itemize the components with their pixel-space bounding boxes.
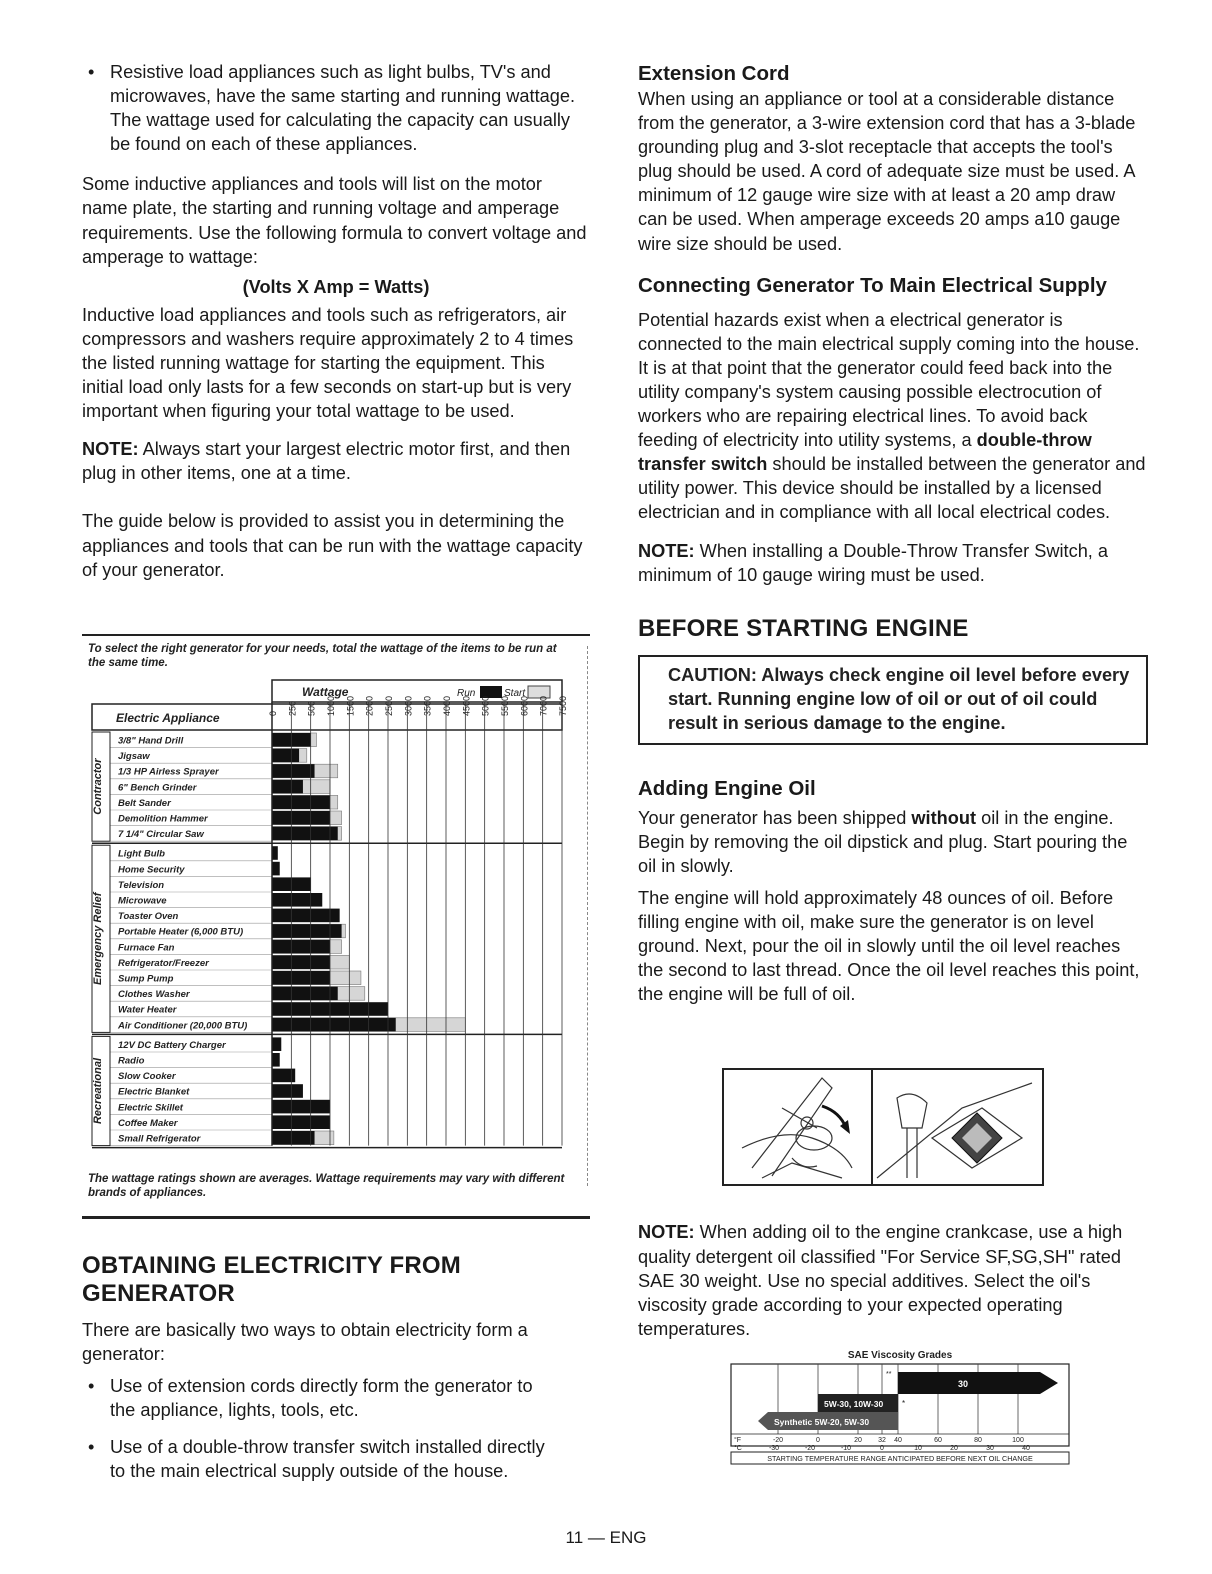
run-bar	[272, 846, 278, 860]
run-bar	[272, 1037, 281, 1051]
note-motor	[82, 437, 590, 485]
fahrenheit-tick: 60	[934, 1437, 942, 1444]
wattage-axis-label: Wattage	[302, 685, 349, 699]
adding-text-without: without	[911, 807, 977, 828]
appliance-label: Furnace Fan	[118, 942, 175, 954]
note-transfer	[638, 539, 1148, 587]
note-oil-text: When adding oil to the engine crankcase, use a high quality detergent oil classified "For Service SF,SG,SH" rated SAE 30 weight. Use no special additives. Select the oil's viscosity grade according to your expected operating temperatures.	[638, 1222, 1123, 1339]
list-item-extension: • Use of extension cords directly form the generator to the appliance, lights, tools, etc.	[82, 1374, 590, 1422]
note-oil	[638, 1220, 1148, 1340]
run-bar	[272, 909, 340, 923]
run-bar	[272, 795, 330, 809]
appliance-label: Radio	[118, 1055, 145, 1067]
viscosity-xlabel: STARTING TEMPERATURE RANGE ANTICIPATED BEFORE NEXT OIL CHANGE	[767, 1454, 1033, 1463]
group-label: Emergency Relief	[92, 892, 104, 985]
caution-label: CAUTION:	[668, 664, 757, 685]
appliance-label: Refrigerator/Freezer	[118, 957, 209, 969]
appliance-label: Television	[118, 879, 165, 891]
note-label: NOTE:	[82, 439, 139, 460]
appliance-label: 3/8" Hand Drill	[118, 735, 184, 747]
list-item-transfer: • Use of a double-throw transfer switch installed directly to the main electrical supply outside of the house.	[82, 1435, 590, 1483]
x-tick-label: 0	[268, 710, 278, 716]
run-bar	[272, 893, 322, 907]
fahrenheit-tick: 80	[974, 1437, 982, 1444]
note-motor-text: Always start your largest electric motor first, and then plug in other items, one at a time.	[82, 439, 571, 484]
appliance-label: Light Bulb	[118, 848, 165, 860]
obtaining-section	[82, 1252, 590, 1484]
before-heading: BEFORE STARTING ENGINE	[638, 614, 969, 642]
adding-body-1	[638, 806, 1148, 878]
run-bar	[272, 1018, 396, 1032]
celsius-tick: -10	[840, 1445, 852, 1452]
run-bar	[272, 971, 330, 985]
para-inductive-start: Inductive load appliances and tools such as refrigerators, air compressors and washers require approximately 2 to 4 times the listed running wattage for starting the equipment. This initial load only lasts for a few seconds on start-up but is very important when figuring your total wattage to be used.	[82, 304, 574, 422]
celsius-tick: -30	[768, 1445, 780, 1452]
note-transfer-text: When installing a Double-Throw Transfer Switch, a minimum of 10 gauge wiring must be used.	[638, 540, 1109, 585]
x-tick-label: 4000	[442, 695, 452, 716]
run-bar	[272, 1053, 280, 1067]
fahrenheit-tick: 100	[1012, 1437, 1024, 1444]
connecting-text-2: should be installed between the generator and utility power. This device should be installed by a licensed electrician and in compliance with all local electrical codes.	[638, 454, 1146, 523]
legend-run-label: Run	[457, 688, 476, 699]
run-bar	[272, 811, 330, 825]
run-bar	[272, 780, 303, 794]
x-tick-label: 6000	[519, 695, 530, 716]
band-30-arrow	[898, 1372, 1058, 1394]
caution-box	[638, 655, 1148, 745]
run-bar	[272, 862, 280, 876]
appliance-label: Sump Pump	[118, 973, 174, 985]
appliance-label: 6" Bench Grinder	[118, 782, 197, 794]
extension-body: When using an appliance or tool at a considerable distance from the generator, a 3-wire extension cord that has a 3-blade grounding plug and 3-slot receptacle that accepts the tool's plug should be used. A cord of adequate size must be used. A minimum of 12 gauge wire size with at least a 20 amp draw can be used. When amperage exceeds 20 amps a10 gauge wire size should be used.	[638, 89, 1136, 254]
legend-start-label: Start	[504, 688, 526, 699]
celsius-tick: 40	[1022, 1445, 1030, 1452]
x-tick-label: 4500	[461, 695, 472, 716]
obtaining-list	[82, 1374, 590, 1483]
x-tick-label: 500	[306, 700, 317, 716]
formula: (Volts X Amp = Watts)	[242, 276, 430, 297]
adding-text-c: oil in the engine. Begin by removing the oil dipstick and plug. Start pouring the oil in slowly.	[638, 807, 1128, 876]
x-tick-label: 1000	[326, 695, 336, 716]
wattage-chart-box	[82, 634, 590, 1219]
x-tick-label: 1500	[345, 695, 356, 716]
appliance-label: Slow Cooker	[118, 1071, 176, 1083]
x-tick-label: 3000	[403, 695, 414, 716]
marker-double: **	[886, 1371, 892, 1378]
appliance-label: Electric Blanket	[118, 1086, 190, 1098]
fahrenheit-tick: -20	[772, 1437, 784, 1444]
appliance-label: Clothes Washer	[118, 989, 190, 1001]
appliance-column-header: Electric Appliance	[116, 711, 220, 725]
adding-heading: Adding Engine Oil	[638, 776, 816, 800]
celsius-tick: 10	[914, 1445, 922, 1452]
connecting-body	[638, 308, 1148, 525]
band-synthetic-label: Synthetic 5W-20, 5W-30	[774, 1417, 870, 1427]
run-bar	[272, 827, 338, 841]
chart-footnote: The wattage ratings shown are averages. Wattage requirements may vary with different brands of appliances.	[88, 1173, 565, 1199]
run-bar	[272, 987, 338, 1001]
x-tick-label: 250	[287, 700, 298, 716]
x-tick-label: 3500	[422, 695, 433, 716]
list-item-resistive: • Resistive load appliances such as light bulbs, TV's and microwaves, have the same starting and running wattage. The wattage used for calculating the capacity can usually be found on each of these appliances.	[82, 60, 590, 156]
fahrenheit-tick: 20	[854, 1437, 862, 1444]
x-tick-label: 2000	[364, 695, 375, 716]
celsius-tick: -20	[804, 1445, 816, 1452]
run-bar	[272, 940, 330, 954]
group-label: Recreational	[92, 1057, 104, 1125]
appliance-label: Belt Sander	[118, 797, 171, 809]
resistive-list	[82, 60, 590, 156]
appliance-label: 1/3 HP Airless Sprayer	[118, 766, 219, 778]
appliance-label: Coffee Maker	[118, 1117, 178, 1129]
x-tick-label: 7500	[558, 695, 568, 716]
fahrenheit-tick: 32	[878, 1437, 886, 1444]
x-tick-label: 5000	[480, 695, 491, 716]
band-5w30-label: 5W-30, 10W-30	[824, 1399, 884, 1409]
run-bar	[272, 764, 315, 778]
run-bar	[272, 749, 299, 763]
group-label: Contractor	[92, 758, 104, 815]
x-tick-label: 5500	[500, 695, 510, 716]
run-bar	[272, 1100, 330, 1114]
connecting-heading: Connecting Generator To Main Electrical Supply	[638, 273, 1107, 297]
adding-body-2: The engine will hold approximately 48 ounces of oil. Before filling engine with oil, make sure the generator is on level ground. Next, pour the oil in slowly until the oil level reaches the second to last thread. Once the oil level reaches this point, the engine will be full of oil.	[638, 887, 1140, 1005]
para-guide: The guide below is provided to assist you in determining the appliances and tools that can be run with the wattage capacity of your generator.	[82, 511, 583, 580]
run-bar	[272, 1115, 330, 1129]
appliance-label: Water Heater	[118, 1004, 177, 1016]
connecting-bold: double-throw transfer switch	[638, 430, 1092, 475]
celsius-tick: 30	[986, 1445, 994, 1452]
obtaining-heading: OBTAINING ELECTRICITY FROM GENERATOR	[82, 1252, 461, 1307]
appliance-label: Small Refrigerator	[118, 1133, 201, 1145]
run-bar	[272, 955, 330, 969]
fahrenheit-tick: 40	[894, 1437, 902, 1444]
appliance-label: Toaster Oven	[118, 911, 179, 923]
viscosity-chart	[730, 1346, 1072, 1466]
extension-heading: Extension Cord	[638, 62, 790, 85]
run-bar	[272, 1084, 303, 1098]
appliance-label: Electric Skillet	[118, 1102, 183, 1114]
appliance-label: 12V DC Battery Charger	[118, 1039, 226, 1051]
viscosity-title: SAE Viscosity Grades	[847, 1350, 953, 1361]
x-tick-label: 7000	[538, 695, 549, 716]
appliance-label: Home Security	[118, 864, 185, 876]
page-number: 11 — ENG	[565, 1528, 647, 1547]
obtaining-intro: There are basically two ways to obtain electricity form a generator:	[82, 1320, 528, 1365]
note-label-transfer: NOTE:	[638, 540, 695, 561]
celsius-tick: 0	[880, 1445, 884, 1452]
marker-single: *	[902, 1399, 906, 1408]
run-bar	[272, 1131, 315, 1145]
appliance-label: Microwave	[118, 895, 167, 907]
appliance-label: Jigsaw	[118, 751, 150, 763]
left-column	[82, 60, 590, 582]
appliance-label: Demolition Hammer	[118, 813, 208, 825]
appliance-label: Air Conditioner (20,000 BTU)	[118, 1020, 248, 1032]
band-30-label: 30	[958, 1379, 969, 1389]
appliance-label: Portable Heater (6,000 BTU)	[118, 926, 244, 938]
fahrenheit-symbol: °F	[734, 1437, 742, 1444]
chart-side-rule	[587, 646, 588, 1186]
fahrenheit-tick: 0	[816, 1437, 820, 1444]
chart-title: To select the right generator for your needs, total the wattage of the items to be run at the same time.	[88, 643, 557, 669]
caution-text: Always check engine oil level before every start. Running engine low of oil or out of oil could result in serious damage to the engine.	[668, 664, 1130, 733]
adding-text-a: Your generator has been shipped	[638, 807, 912, 828]
appliance-label: 7 1/4" Circular Saw	[118, 829, 204, 841]
oil-fill-illustration	[722, 1068, 1044, 1186]
celsius-symbol: °C	[734, 1445, 742, 1452]
celsius-tick: 20	[950, 1445, 958, 1452]
run-bar	[272, 924, 342, 938]
para-inductive-nameplate: Some inductive appliances and tools will list on the motor name plate, the starting and running voltage and amperage requirements. Use the following formula to convert voltage and amperage to wattage:	[82, 174, 587, 267]
x-tick-label: 2500	[384, 695, 394, 716]
note-label-oil: NOTE:	[638, 1222, 695, 1243]
connecting-text-1: Potential hazards exist when a electrical generator is connected to the main electrical supply coming into the house. It is at that point that the generator could feed back into the utility company's system causing possible electrocution of workers who are repairing electrical lines. To avoid back feeding of electricity into utility systems, a	[638, 309, 1140, 451]
wattage-chart	[82, 636, 590, 1216]
